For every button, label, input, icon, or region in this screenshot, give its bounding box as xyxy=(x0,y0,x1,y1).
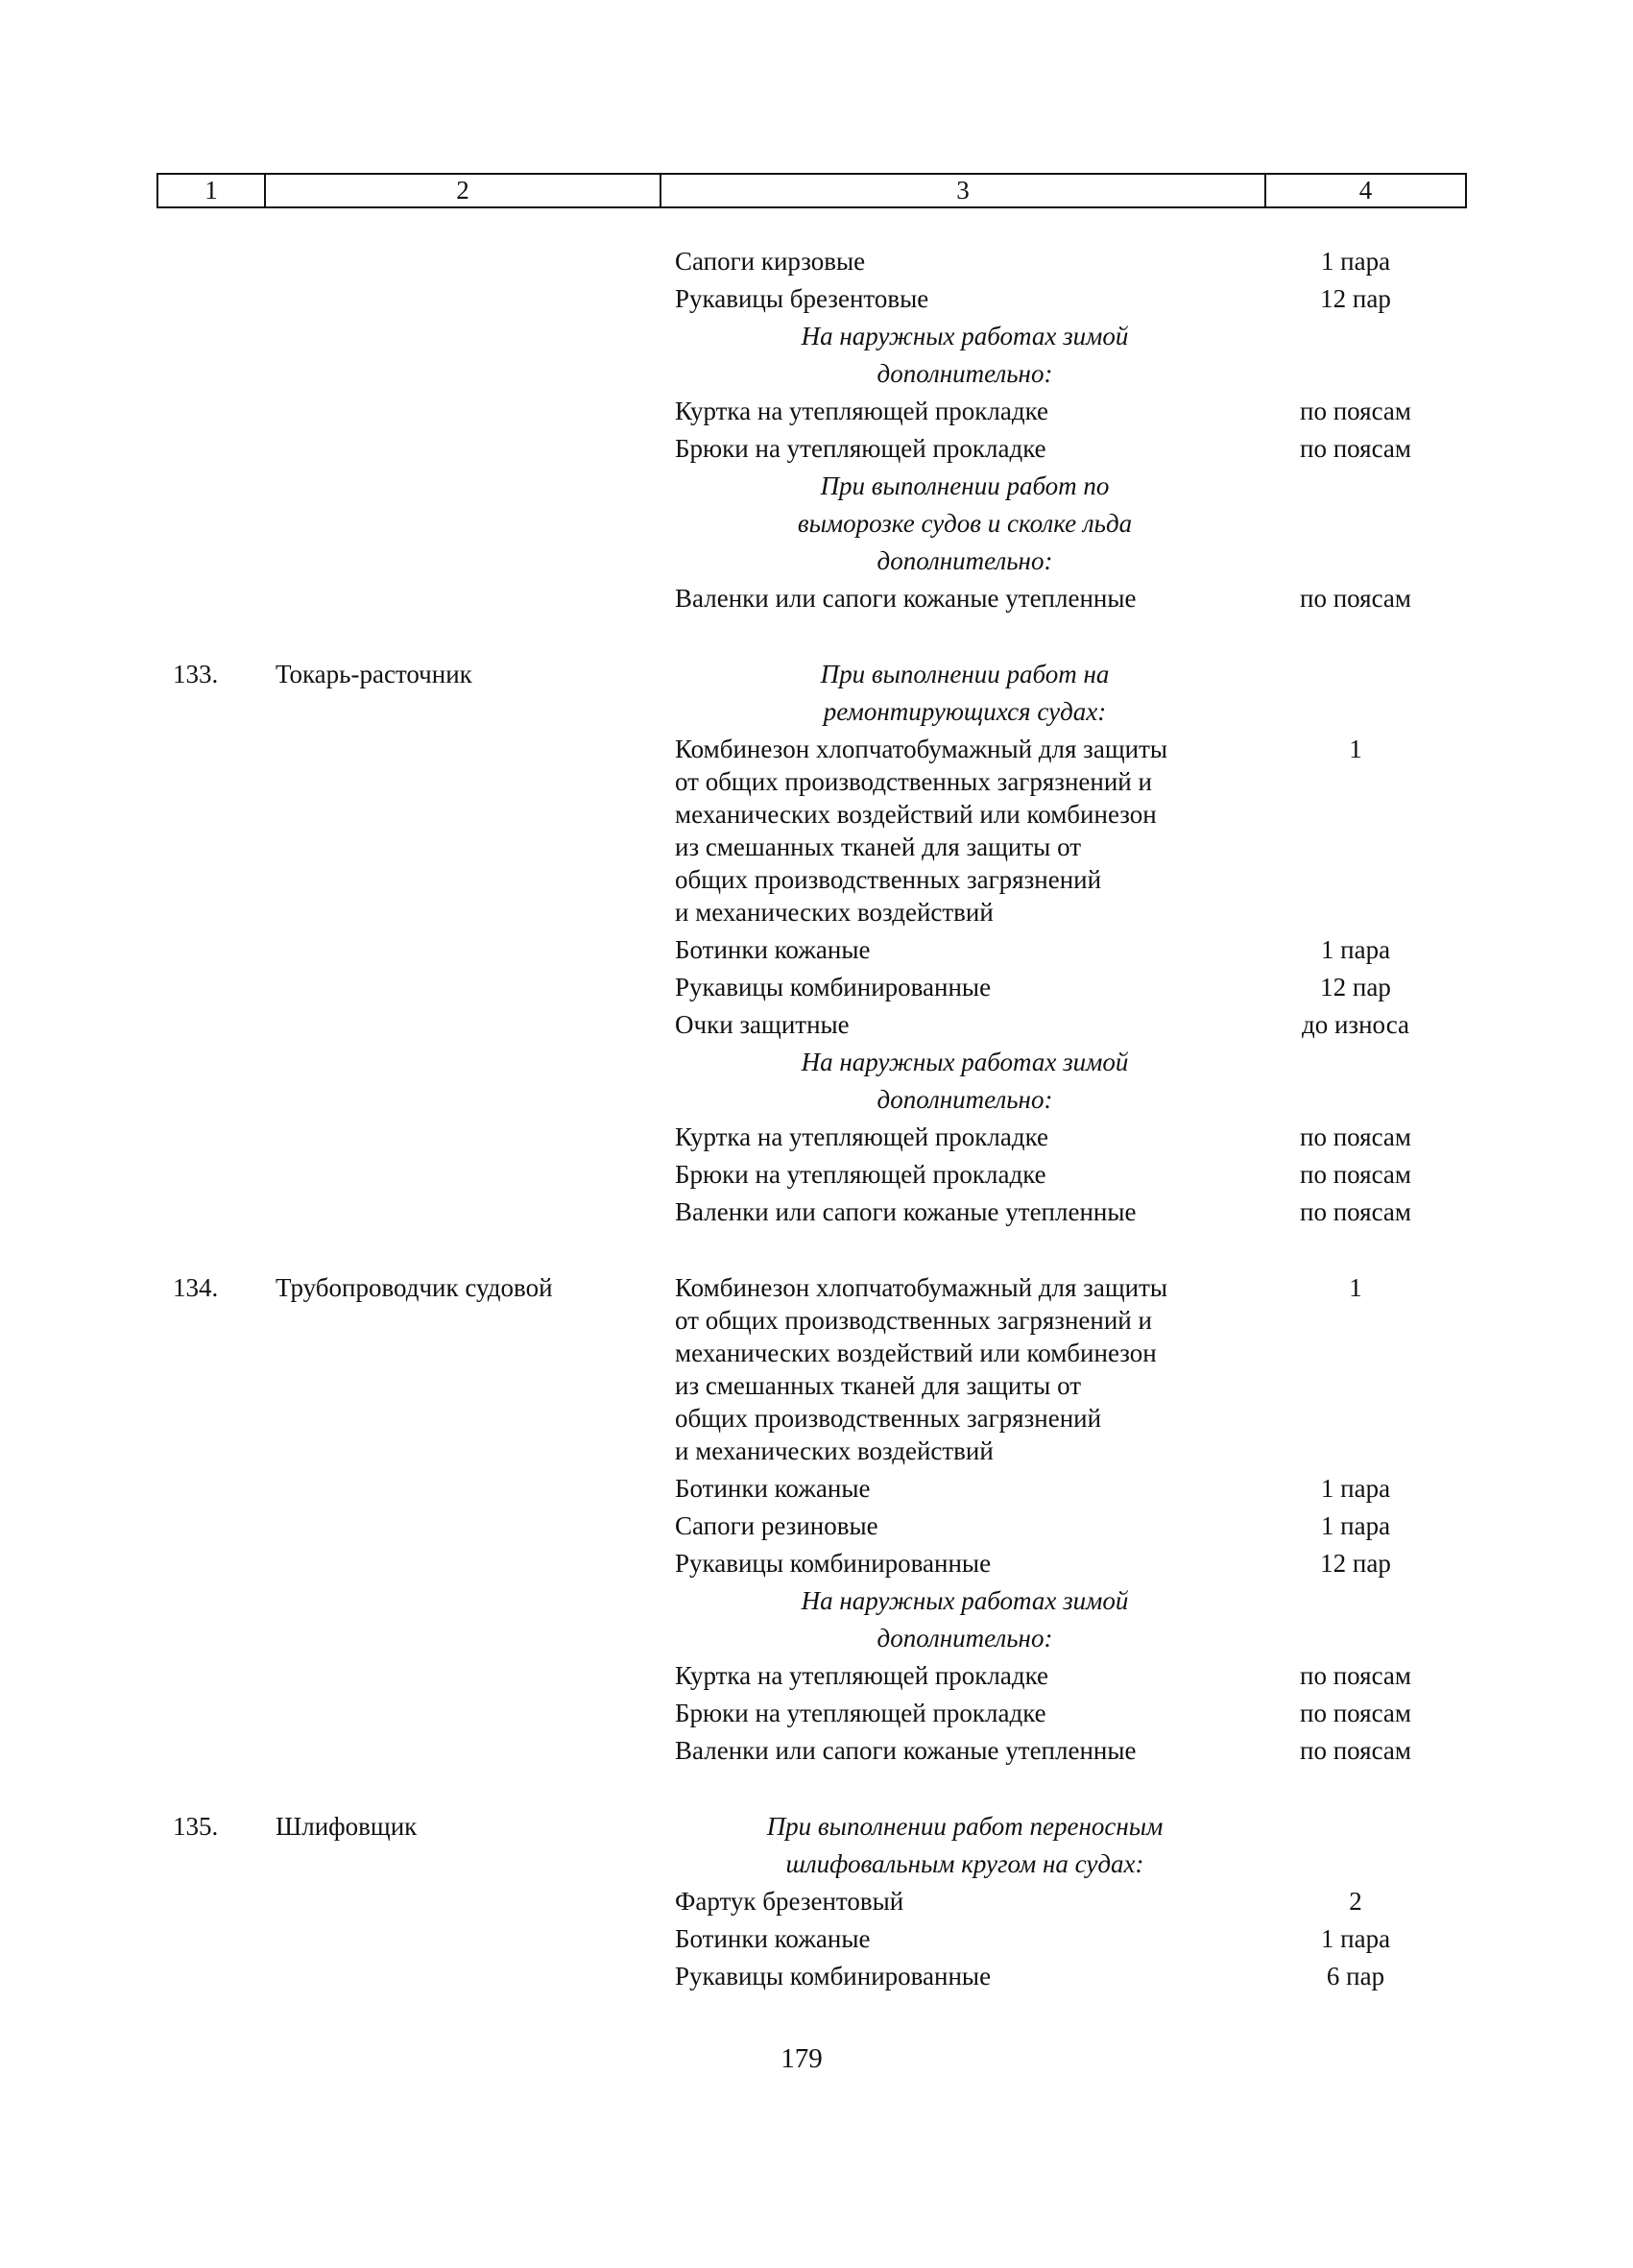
continuation-note: дополнительно: xyxy=(877,359,1053,388)
profession-title: Трубопроводчик судовой xyxy=(276,1273,553,1302)
profession-2-note: На наружных работах зимой xyxy=(801,1586,1129,1615)
profession-2-item-name: общих производственных загрязнений xyxy=(675,1404,1102,1433)
profession-1-item-name: механических воздействий или комбинезон xyxy=(675,800,1157,829)
profession-1-item-name: Валенки или сапоги кожаные утепленные xyxy=(675,1197,1137,1226)
continuation-item-name: Сапоги кирзовые xyxy=(675,247,866,276)
continuation-item-name: Валенки или сапоги кожаные утепленные xyxy=(675,584,1137,613)
profession-2-item-name: Комбинезон хлопчатобумажный для защиты xyxy=(675,1273,1168,1302)
profession-2-item-name: Сапоги резиновые xyxy=(675,1511,878,1540)
profession-1-note: ремонтирующихся судах: xyxy=(823,697,1107,726)
profession-1-note: На наружных работах зимой xyxy=(801,1048,1129,1076)
continuation-note: выморозке судов и сколке льда xyxy=(797,509,1133,538)
continuation-quantity: 12 пар xyxy=(1320,284,1391,313)
profession-1-note: дополнительно: xyxy=(877,1085,1053,1114)
profession-2-item-name: Брюки на утепляющей прокладке xyxy=(675,1699,1046,1727)
profession-2-item-name: Рукавицы комбинированные xyxy=(675,1549,992,1578)
profession-1-quantity: по поясам xyxy=(1300,1122,1411,1151)
continuation-item-name: Брюки на утепляющей прокладке xyxy=(675,434,1046,463)
continuation-note: На наружных работах зимой xyxy=(801,322,1129,350)
profession-2-quantity: 1 пара xyxy=(1320,1511,1391,1540)
profession-2-quantity: по поясам xyxy=(1300,1699,1411,1727)
profession-1-note: При выполнении работ на xyxy=(820,660,1110,688)
column-header-3: 3 xyxy=(661,175,1266,206)
profession-2-item-name: Валенки или сапоги кожаные утепленные xyxy=(675,1736,1137,1765)
profession-3-note: При выполнении работ переносным xyxy=(766,1812,1164,1841)
profession-3-quantity: 2 xyxy=(1349,1887,1362,1916)
profession-1-quantity: по поясам xyxy=(1300,1160,1411,1189)
profession-1-quantity: 12 пар xyxy=(1320,973,1391,1001)
profession-3-quantity: 6 пар xyxy=(1326,1962,1385,1991)
continuation-item-name: Рукавицы брезентовые xyxy=(675,284,929,313)
profession-2-item-name: Куртка на утепляющей прокладке xyxy=(675,1661,1049,1690)
profession-1-item-name: Рукавицы комбинированные xyxy=(675,973,992,1001)
profession-1-item-name: общих производственных загрязнений xyxy=(675,865,1102,894)
profession-number: 135. xyxy=(173,1812,219,1841)
column-header-2: 2 xyxy=(266,175,661,206)
continuation-note: При выполнении работ по xyxy=(820,471,1110,500)
profession-2-item-name: от общих производственных загрязнений и xyxy=(675,1306,1152,1335)
profession-2-quantity: 12 пар xyxy=(1320,1549,1391,1578)
profession-1-item-name: Очки защитные xyxy=(675,1010,850,1039)
profession-number: 133. xyxy=(173,660,219,688)
profession-3-item-name: Фартук брезентовый xyxy=(675,1887,904,1916)
column-header-1: 1 xyxy=(158,175,266,206)
continuation-quantity: 1 пара xyxy=(1320,247,1391,276)
profession-1-item-name: Комбинезон хлопчатобумажный для защиты xyxy=(675,735,1168,763)
page-number: 179 xyxy=(780,2043,823,2074)
profession-3-item-name: Рукавицы комбинированные xyxy=(675,1962,992,1991)
profession-1-quantity: по поясам xyxy=(1300,1197,1411,1226)
profession-2-item-name: механических воздействий или комбинезон xyxy=(675,1339,1157,1367)
profession-1-quantity: до износа xyxy=(1301,1010,1410,1039)
profession-3-note: шлифовальным кругом на судах: xyxy=(785,1849,1144,1878)
profession-2-note: дополнительно: xyxy=(877,1624,1053,1653)
profession-2-quantity: 1 xyxy=(1349,1273,1362,1302)
continuation-quantity: по поясам xyxy=(1300,584,1411,613)
profession-title: Токарь-расточник xyxy=(276,660,472,688)
column-header-4: 4 xyxy=(1358,176,1373,205)
profession-3-item-name: Ботинки кожаные xyxy=(675,1924,871,1953)
profession-number: 134. xyxy=(173,1273,219,1302)
profession-3-quantity: 1 пара xyxy=(1320,1924,1391,1953)
continuation-item-name: Куртка на утепляющей прокладке xyxy=(675,397,1049,425)
profession-1-item-name: из смешанных тканей для защиты от xyxy=(675,832,1082,861)
profession-1-item-name: от общих производственных загрязнений и xyxy=(675,767,1152,796)
profession-1-item-name: Куртка на утепляющей прокладке xyxy=(675,1122,1049,1151)
profession-1-item-name: и механических воздействий xyxy=(675,898,994,927)
profession-2-quantity: по поясам xyxy=(1300,1736,1411,1765)
profession-1-item-name: Ботинки кожаные xyxy=(675,935,871,964)
profession-1-item-name: Брюки на утепляющей прокладке xyxy=(675,1160,1046,1189)
profession-title: Шлифовщик xyxy=(276,1812,418,1841)
profession-1-quantity: 1 пара xyxy=(1320,935,1391,964)
continuation-quantity: по поясам xyxy=(1300,434,1411,463)
profession-2-item-name: и механических воздействий xyxy=(675,1436,994,1465)
continuation-note: дополнительно: xyxy=(877,546,1053,575)
profession-2-item-name: Ботинки кожаные xyxy=(675,1474,871,1503)
continuation-quantity: по поясам xyxy=(1300,397,1411,425)
profession-2-quantity: по поясам xyxy=(1300,1661,1411,1690)
profession-1-quantity: 1 xyxy=(1349,735,1362,763)
profession-2-item-name: из смешанных тканей для защиты от xyxy=(675,1371,1082,1400)
profession-2-quantity: 1 пара xyxy=(1320,1474,1391,1503)
